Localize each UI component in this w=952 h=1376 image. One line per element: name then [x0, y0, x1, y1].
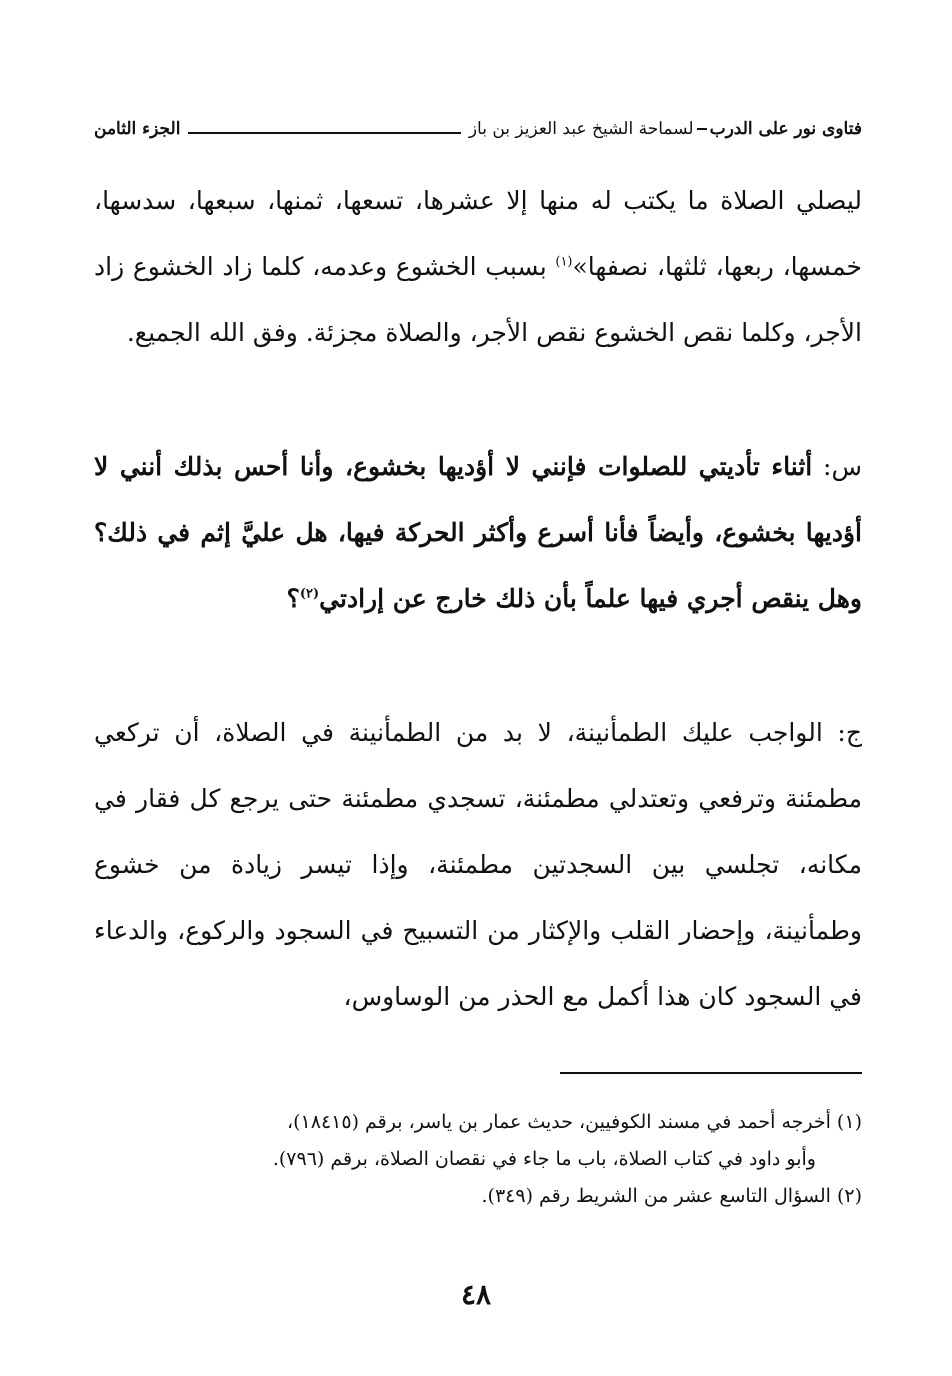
paragraph-text: ليصلي الصلاة ما يكتب له منها إلا عشرها، تسعها، ثمنها، سبعها، سدسها، خمسها، ربعها، ثلثها، نصفها» — [94, 186, 862, 281]
footnotes — [94, 1104, 862, 1215]
book-title: فتاوى نور على الدرب — [709, 119, 862, 139]
question-text: أثناء تأديتي للصلوات فإنني لا أؤديها بخشوع، وأنا أحس بذلك أنني لا أؤديها بخشوع، وأيضاً فأنا أسرع وأكثر الحركة فيها، هل عليَّ إثم في ذلك؟ وهل ينقص أجري فيها علماً بأن ذلك خارج عن إرادتي — [94, 452, 862, 613]
footnote-separator — [560, 1072, 862, 1074]
paragraph-continuation — [94, 168, 862, 366]
footnote-ref-2: (٢) — [299, 586, 320, 602]
header-dash — [697, 128, 707, 130]
author-name: لسماحة الشيخ عبد العزيز بن باز — [468, 119, 694, 139]
volume-label: الجزء الثامن — [94, 119, 181, 139]
paragraph-text-rest: بسبب الخشوع وعدمه، كلما زاد الخشوع زاد الأجر، وكلما نقص الخشوع نقص الأجر، والصلاة مجزئة. وفق الله الجميع. — [94, 252, 862, 347]
page-number: ٤٨ — [460, 1278, 492, 1311]
question-label: س: — [812, 452, 863, 481]
running-header — [94, 112, 862, 146]
header-rule — [188, 132, 460, 134]
footnote-1-line-1: (١) أخرجه أحمد في مسند الكوفيين، حديث عمار بن ياسر، برقم (١٨٤١٥)، — [287, 1111, 862, 1133]
footnote-ref-1: (١) — [555, 254, 573, 270]
question-mark: ؟ — [286, 584, 300, 613]
footnote-2: (٢) السؤال التاسع عشر من الشريط رقم (٣٤٩). — [481, 1185, 862, 1207]
question-paragraph — [94, 434, 862, 632]
answer-paragraph: ج: الواجب عليك الطمأنينة، لا بد من الطمأنينة في الصلاة، أن تركعي مطمئنة وترفعي وتعتدلي مطمئنة، تسجدي مطمئنة حتى يرجع كل فقار في مكانه، تجلسي بين السجدتين مطمئنة، وإذا تيسر زيادة من خشوع وطمأنينة، وإحضار القلب والإكثار من التسبيح في السجود والركوع، والدعاء في السجود كان هذا أكمل مع الحذر من الوساوس، — [94, 718, 862, 1011]
footnote-1-line-2: وأبو داود في كتاب الصلاة، باب ما جاء في نقصان الصلاة، برقم (٧٩٦). — [272, 1148, 816, 1170]
